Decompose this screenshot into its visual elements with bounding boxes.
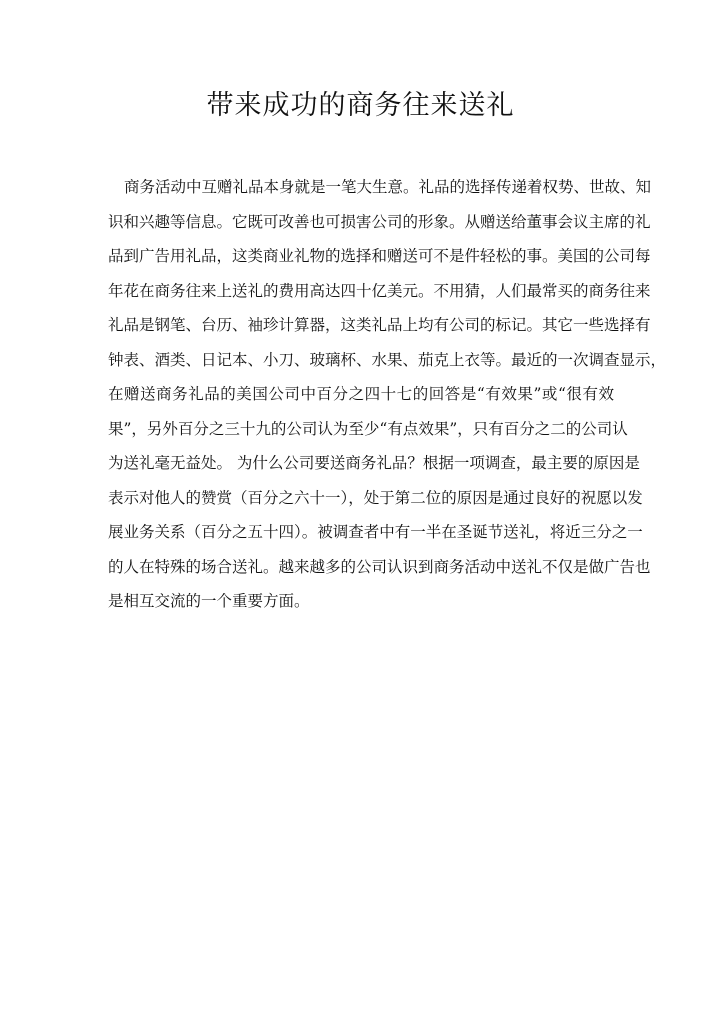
paragraph-line: 表示对他人的赞赏（百分之六十一），处于第二位的原因是通过良好的祝愿以发: [108, 488, 643, 507]
paragraph-line: 商务活动中互赠礼品本身就是一笔大生意。礼品的选择传递着权势、世故、知: [124, 178, 652, 196]
paragraph-line: 品到广告用礼品，这类商业礼物的选择和赠送可不是件轻松的事。美国的公司每: [108, 247, 651, 265]
paragraph-line: 在赠送商务礼品的美国公司中百分之四十七的回答是“有效果”或“很有效: [108, 385, 614, 403]
paragraph-line: 礼品是钢笔、台历、袖珍计算器，这类礼品上均有公司的标记。其它一些选择有: [108, 316, 651, 334]
paragraph-line: 是相互交流的一个重要方面。: [108, 592, 310, 610]
paragraph-line: 展业务关系（百分之五十四）。被调查者中有一半在圣诞节送礼，将近三分之一: [108, 523, 643, 541]
paragraph-line: 年花在商务往来上送礼的费用高达四十亿美元。不用猜，人们最常买的商务往来: [108, 281, 651, 300]
paragraph-line: 为送礼毫无益处。 为什么公司要送商务礼品？根据一项调查，最主要的原因是: [108, 454, 640, 472]
paragraph-line: 识和兴趣等信息。它既可改善也可损害公司的形象。从赠送给董事会议主席的礼: [108, 212, 651, 231]
body-paragraph: [108, 170, 667, 619]
paragraph-line: 的人在特殊的场合送礼。越来越多的公司认识到商务活动中送礼不仅是做广告也: [108, 557, 651, 576]
document-title: 带来成功的商务往来送礼: [206, 90, 515, 121]
paragraph-line: 钟表、酒类、日记本、小刀、玻璃杯、水果、茄克上衣等。最近的一次调查显示，: [108, 350, 667, 369]
paragraph-line: 果”，另外百分之三十九的公司认为至少“有点效果”，只有百分之二的公司认: [108, 419, 628, 438]
